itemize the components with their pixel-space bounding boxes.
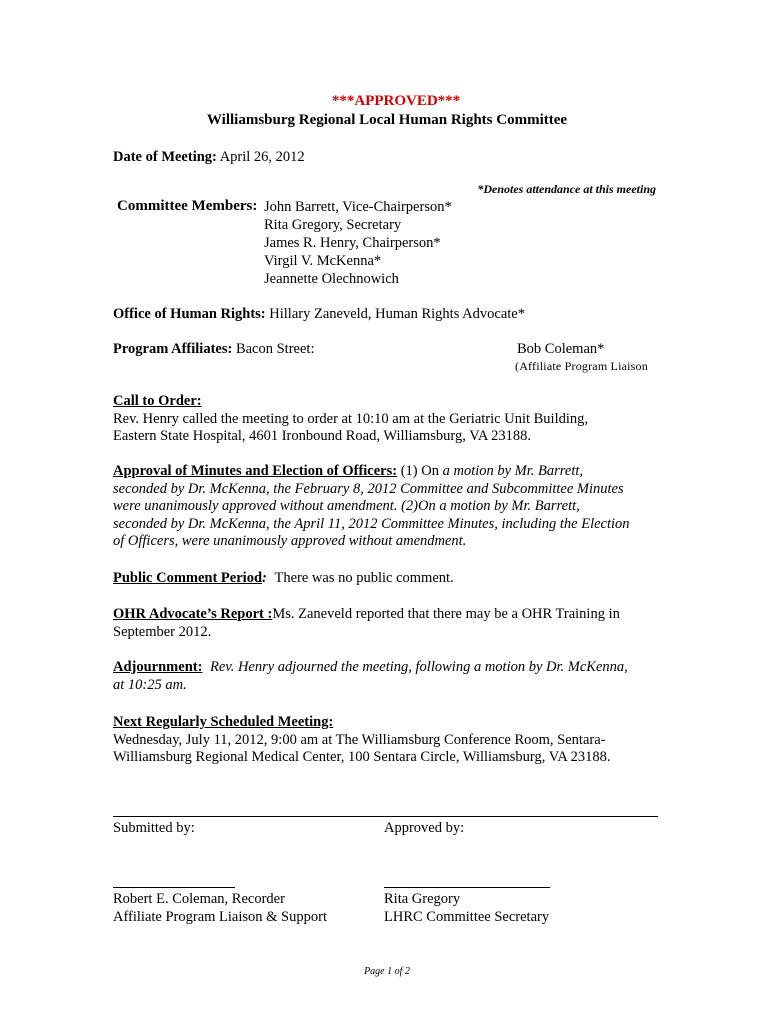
- approver-signature-line: [384, 887, 550, 888]
- next-meeting-line: Wednesday, July 11, 2012, 9:00 am at The Williamsburg Conference Room, Sentara-: [113, 731, 606, 748]
- submitter-signature-line: [113, 887, 235, 888]
- member-item: Rita Gregory, Secretary: [264, 217, 402, 233]
- page-number: Page 1 of 2: [364, 966, 410, 977]
- meeting-date-label: Date of Meeting:: [113, 149, 217, 165]
- approval-line: of Officers, were unanimously approved without amendment.: [113, 533, 467, 549]
- approver-title: LHRC Committee Secretary: [384, 908, 550, 925]
- member-item: John Barrett, Vice-Chairperson*: [264, 199, 452, 215]
- call-to-order-heading: Call to Order:: [113, 393, 202, 409]
- affiliates-label: Program Affiliates:: [113, 341, 233, 357]
- member-item: James R. Henry, Chairperson*: [264, 235, 441, 251]
- public-comment-colon: :: [262, 570, 267, 586]
- ohr-label: Office of Human Rights:: [113, 306, 266, 322]
- adjournment-line: Rev. Henry adjourned the meeting, following a motion by Dr. McKenna,: [210, 659, 628, 675]
- submitter-name: Robert E. Coleman, Recorder: [113, 891, 285, 907]
- advocate-report-line: Ms. Zaneveld reported that there may be a OHR Training in: [272, 606, 620, 622]
- public-comment-heading: Public Comment Period: [113, 570, 263, 586]
- attendance-note: *Denotes attendance at this meeting: [477, 182, 656, 196]
- approval-line: were unanimously approved without amendment. (2)On a motion by Mr. Barrett,: [113, 498, 580, 514]
- adjournment-heading: Adjournment:: [113, 659, 203, 675]
- approval-intro: (1) On: [400, 463, 439, 479]
- call-to-order-line: Eastern State Hospital, 4601 Ironbound Road, Williamsburg, VA 23188.: [113, 428, 532, 444]
- approval-heading: Approval of Minutes and Election of Officers:: [113, 463, 398, 479]
- committee-title: Williamsburg Regional Local Human Rights Committee: [206, 112, 568, 128]
- approval-line: seconded by Dr. McKenna, the February 8, 2012 Committee and Subcommittee Minutes: [113, 480, 624, 497]
- approval-line-rest: a motion by Mr. Barrett,: [442, 463, 584, 479]
- public-comment-text: There was no public comment.: [274, 570, 454, 586]
- approver-block: [384, 891, 549, 926]
- meeting-date: [113, 149, 305, 167]
- affiliate-person: Bob Coleman*: [517, 341, 605, 357]
- adjournment-line: at 10:25 am.: [113, 676, 187, 693]
- approver-name: Rita Gregory: [384, 891, 461, 907]
- advocate-report-line: September 2012.: [113, 623, 212, 640]
- affiliates-location: Bacon Street:: [235, 341, 315, 357]
- members-label: Committee Members:: [117, 198, 258, 214]
- call-to-order-section: [113, 393, 673, 446]
- affiliates-line: [113, 341, 314, 359]
- approval-first-line: [113, 463, 693, 481]
- submitter-title: Affiliate Program Liaison & Support: [113, 908, 327, 925]
- ohr-line: [113, 306, 525, 324]
- advocate-report-heading: OHR Advocate’s Report :: [113, 606, 273, 622]
- advocate-report-first-line: [113, 606, 693, 624]
- advocate-report-section: [113, 606, 693, 641]
- meeting-date-value: April 26, 2012: [219, 149, 305, 165]
- approval-section: [113, 463, 693, 551]
- call-to-order-line: Rev. Henry called the meeting to order at 10:10 am at the Geriatric Unit Building,: [113, 410, 589, 427]
- next-meeting-heading: Next Regularly Scheduled Meeting:: [113, 714, 334, 730]
- next-meeting-section: [113, 714, 693, 767]
- adjournment-first-line: [113, 659, 693, 677]
- approval-line: seconded by Dr. McKenna, the April 11, 2012 Committee Minutes, including the Election: [113, 515, 630, 532]
- public-comment-line: [113, 570, 454, 588]
- adjournment-section: [113, 659, 693, 694]
- next-meeting-line: Williamsburg Regional Medical Center, 100 Sentara Circle, Williamsburg, VA 23188.: [113, 749, 611, 765]
- signature-divider: [113, 816, 658, 817]
- member-item: Virgil V. McKenna*: [264, 253, 382, 269]
- members-list: [264, 198, 452, 288]
- approved-stamp: ***APPROVED***: [331, 93, 461, 109]
- submitted-by-label: Submitted by:: [113, 820, 195, 836]
- submitter-block: [113, 891, 327, 926]
- ohr-value: Hillary Zaneveld, Human Rights Advocate*: [269, 306, 525, 322]
- affiliate-role: (Affiliate Program Liaison: [515, 359, 648, 373]
- member-item: Jeannette Olechnowich: [264, 271, 399, 287]
- approved-by-label: Approved by:: [384, 820, 465, 836]
